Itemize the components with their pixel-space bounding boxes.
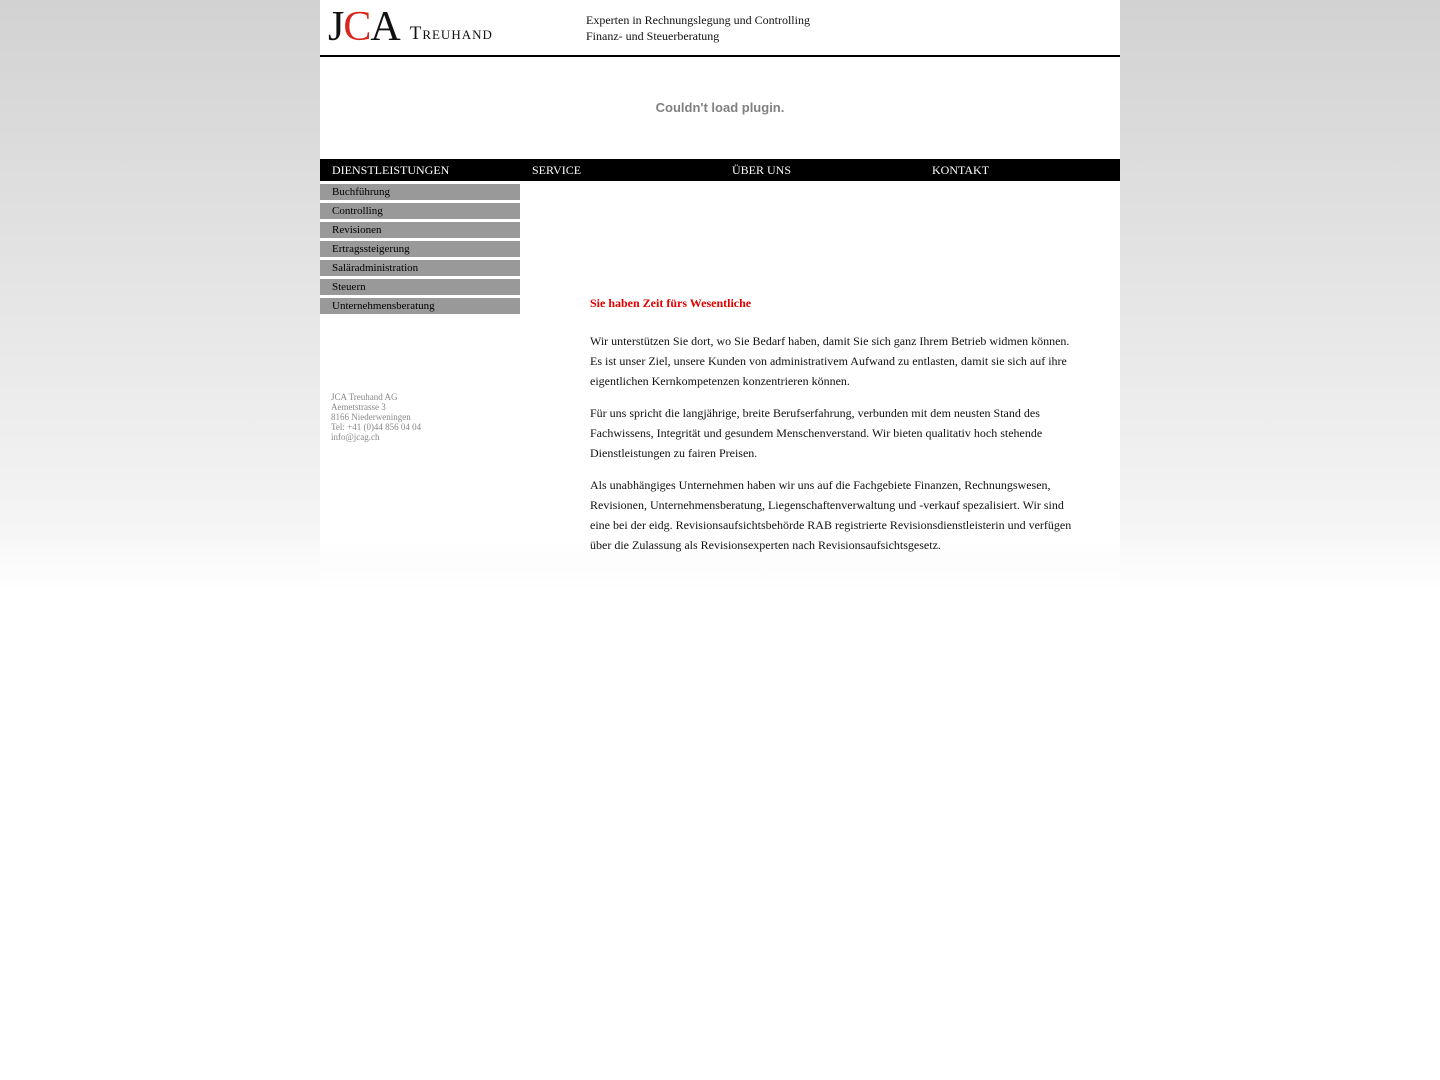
submenu-item-unternehmensberatung[interactable]: Unternehmensberatung xyxy=(320,298,520,314)
submenu-item-steuern[interactable]: Steuern xyxy=(320,279,520,295)
logo-jca-mark xyxy=(328,6,400,48)
submenu-item-buchfuehrung[interactable]: Buchführung xyxy=(320,184,520,200)
address-email-link[interactable]: info@jcag.ch xyxy=(331,432,380,442)
nav-item-service[interactable]: SERVICE xyxy=(532,163,582,177)
article-headline: Sie haben Zeit fürs Wesentliche xyxy=(590,296,752,310)
article-paragraph: Wir unterstützen Sie dort, wo Sie Bedarf haben, damit Sie sich ganz Ihrem Betrieb widmen können. Es ist unser Ziel, unsere Kunden von administrativem Aufwand zu entlasten, damit sie sich auf ihre eigentlichen Kernkompetenzen konzentrieren können. xyxy=(590,334,1070,388)
nav-item-kontakt[interactable]: KONTAKT xyxy=(932,163,990,177)
content-area xyxy=(320,181,1120,591)
address-street: Aemetstrasse 3 xyxy=(331,402,386,412)
tagline-line-2: Finanz- und Steuerberatung xyxy=(586,29,720,43)
main-navigation xyxy=(320,159,1120,181)
submenu-item-revisionen[interactable]: Revisionen xyxy=(320,222,520,238)
plugin-error-message: Couldn't load plugin. xyxy=(655,100,785,115)
jca-treuhand-logo[interactable] xyxy=(328,6,493,48)
logo-letter-a: A xyxy=(370,4,400,50)
logo-letter-c: C xyxy=(343,4,371,50)
plugin-placeholder xyxy=(320,57,1120,159)
header-tagline xyxy=(586,12,810,44)
submenu-item-saeladministration[interactable]: Saläradministration xyxy=(320,260,520,276)
tagline-line-1: Experten in Rechnungslegung und Controlling xyxy=(586,13,810,27)
nav-item-dienstleistungen[interactable]: DIENSTLEISTUNGEN xyxy=(332,163,450,177)
nav-item-ueber-uns[interactable]: ÜBER UNS xyxy=(732,163,792,177)
company-address xyxy=(331,392,421,442)
services-submenu xyxy=(320,184,520,317)
submenu-item-controlling[interactable]: Controlling xyxy=(320,203,520,219)
address-phone: Tel: +41 (0)44 856 04 04 xyxy=(331,422,422,432)
page-container xyxy=(320,0,1120,590)
article-paragraph: Als unabhängiges Unternehmen haben wir uns auf die Fachgebiete Finanzen, Rechnungswesen, Revisionen, Unternehmensberatung, Liegenschaftenverwaltung und -verkauf spezalisiert. Wir sind eine bei der eidg. Revisionsaufsichtsbehörde RAB registrierte Revisionsdienstleisterin und verfügen über die Zulassung als Revisionsexperten nach Revisionsaufsichtsgesetz. xyxy=(590,478,1072,552)
site-header xyxy=(320,0,1120,57)
article-paragraph: Für uns spricht die langjährige, breite Berufserfahrung, verbunden mit dem neusten Stand des Fachwissens, Integrität und gesundem Menschenverstand. Wir bieten qualitativ hoch stehende Dienstleistungen zu fairen Preisen. xyxy=(590,406,1043,460)
main-article xyxy=(590,295,1075,567)
logo-treuhand-text: Treuhand xyxy=(409,23,493,44)
logo-letter-j: J xyxy=(328,4,344,50)
address-company: JCA Treuhand AG xyxy=(331,392,398,402)
address-city: 8166 Niederweningen xyxy=(331,412,411,422)
submenu-item-ertragssteigerung[interactable]: Ertragssteigerung xyxy=(320,241,520,257)
